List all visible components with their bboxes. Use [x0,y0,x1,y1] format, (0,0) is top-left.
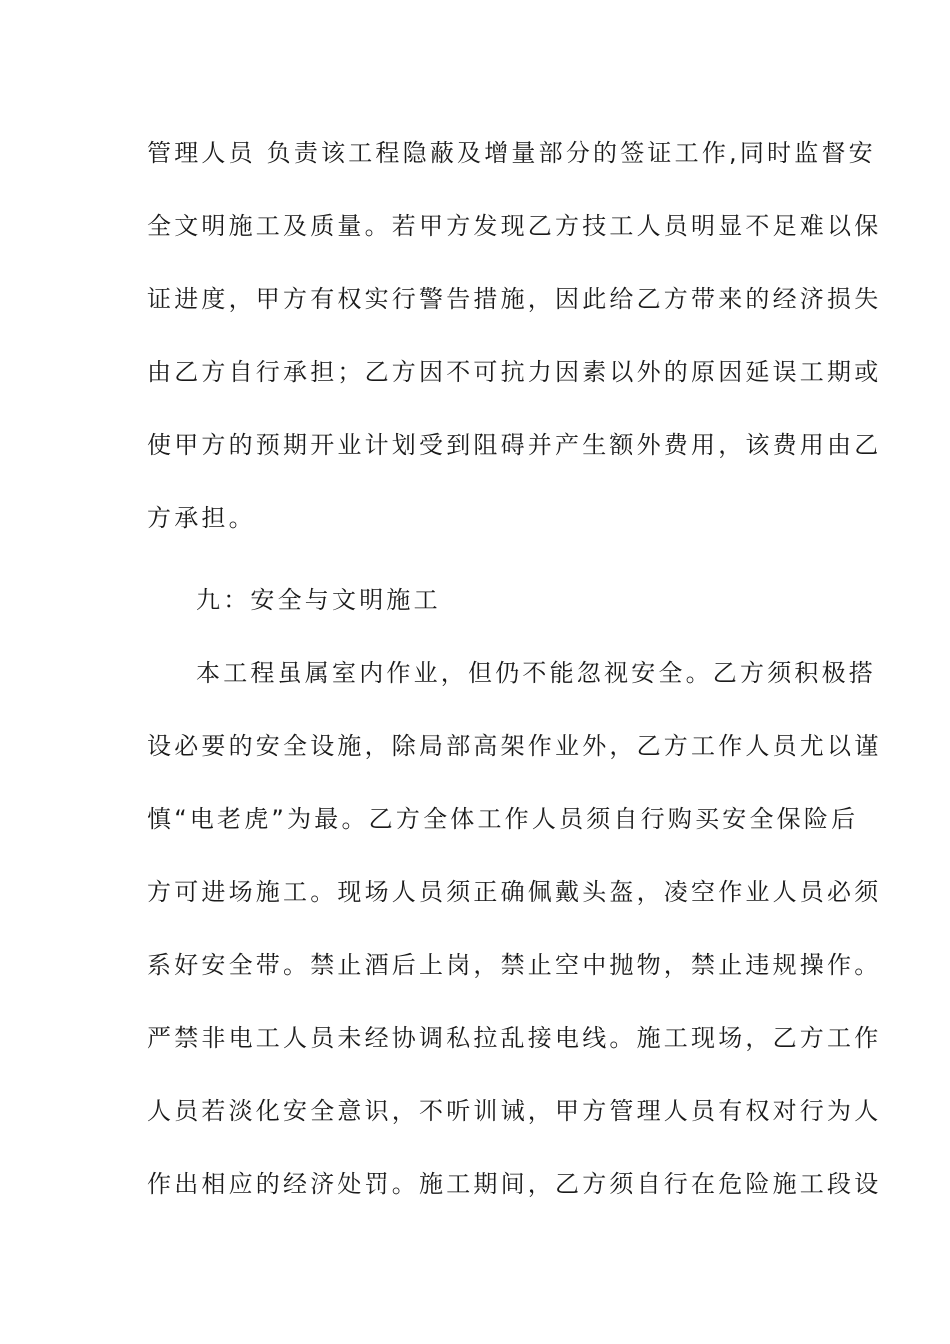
paragraph-line: 慎“电老虎”为最。乙方全体工作人员须自行购买安全保险后 [147,805,859,833]
paragraph-line: 方可进场施工。现场人员须正确佩戴头盔，凌空作业人员必须 [147,878,882,906]
paragraph-line: 全文明施工及质量。若甲方发现乙方技工人员明显不足难以保 [147,212,882,240]
paragraph-line: 作出相应的经济处罚。施工期间，乙方须自行在危险施工段设 [147,1170,882,1198]
paragraph-line: 由乙方自行承担；乙方因不可抗力因素以外的原因延误工期或 [147,358,882,386]
paragraph-line: 证进度，甲方有权实行警告措施，因此给乙方带来的经济损失 [147,285,882,313]
paragraph-line: 设必要的安全设施，除局部高架作业外，乙方工作人员尤以谨 [147,732,882,760]
paragraph-line: 管理人员 负责该工程隐蔽及增量部分的签证工作,同时监督安 [147,139,876,167]
paragraph-line: 方承担。 [147,504,256,532]
section-heading: 九：安全与文明施工 [196,586,441,614]
paragraph-line: 人员若淡化安全意识，不听训诫，甲方管理人员有权对行为人 [147,1097,882,1125]
paragraph-line: 严禁非电工人员未经协调私拉乱接电线。施工现场，乙方工作 [147,1024,882,1052]
paragraph-line: 使甲方的预期开业计划受到阻碍并产生额外费用，该费用由乙 [147,431,882,459]
paragraph-line: 系好安全带。禁止酒后上岗，禁止空中抛物，禁止违规操作。 [147,951,882,979]
paragraph-line: 本工程虽属室内作业，但仍不能忽视安全。乙方须积极搭 [196,659,876,687]
